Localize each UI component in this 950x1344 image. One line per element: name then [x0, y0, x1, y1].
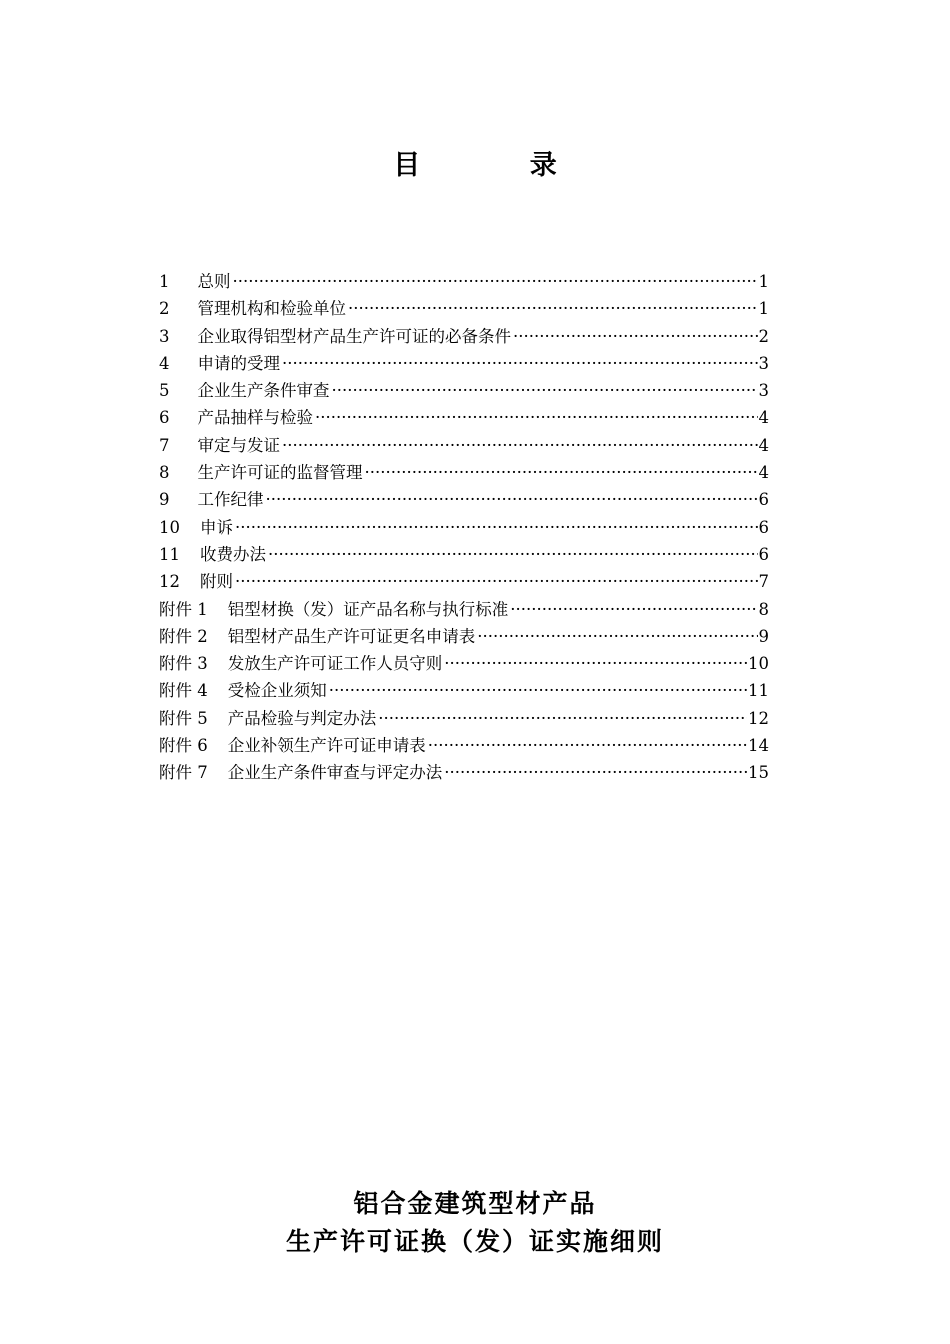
toc-dot-leader — [426, 732, 747, 759]
toc-entry-number: 4 — [159, 353, 170, 373]
toc-entry-page: 9 — [758, 626, 769, 646]
toc-entry-page: 2 — [758, 326, 769, 346]
toc-entry-label: 企业生产条件审查 — [197, 381, 330, 401]
toc-entry[interactable] — [159, 650, 769, 677]
toc-dot-leader — [280, 432, 758, 459]
toc-entry-page: 4 — [758, 408, 769, 428]
document-title-line2: 生产许可证换（发）证实施细则 — [285, 1227, 664, 1256]
toc-dot-leader — [233, 568, 758, 595]
toc-entry[interactable] — [159, 350, 769, 377]
toc-entry-number: 5 — [159, 381, 170, 401]
toc-entry-page: 8 — [758, 599, 769, 619]
toc-dot-leader — [511, 323, 758, 350]
toc-entry-number: 附件 4 — [159, 681, 208, 701]
toc-entry-page: 12 — [748, 708, 769, 728]
toc-entry[interactable] — [159, 268, 769, 295]
toc-entry[interactable] — [159, 404, 769, 431]
toc-entry-page: 4 — [758, 435, 769, 455]
toc-entry-page: 10 — [748, 654, 769, 674]
toc-entry-label: 收费办法 — [200, 544, 266, 564]
toc-entry-page: 14 — [748, 736, 769, 756]
toc-dot-leader — [442, 650, 747, 677]
toc-entry[interactable] — [159, 677, 769, 704]
toc-entry[interactable] — [159, 432, 769, 459]
toc-entry[interactable] — [159, 759, 769, 786]
toc-entry[interactable] — [159, 705, 769, 732]
toc-entry[interactable] — [159, 295, 769, 322]
toc-entry-label: 受检企业须知 — [227, 681, 327, 701]
toc-dot-leader — [376, 705, 747, 732]
toc-entry-number: 2 — [159, 299, 170, 319]
toc-entry-page: 3 — [758, 353, 769, 373]
toc-entry-number: 7 — [159, 435, 170, 455]
toc-entry[interactable] — [159, 514, 769, 541]
toc-entry-page: 6 — [758, 517, 769, 537]
toc-entry-number: 11 — [159, 544, 180, 564]
toc-entry[interactable] — [159, 596, 769, 623]
toc-dot-leader — [231, 268, 758, 295]
toc-entry-number: 附件 7 — [159, 763, 208, 783]
toc-entry-page: 7 — [758, 572, 769, 592]
toc-dot-leader — [233, 514, 758, 541]
toc-entry-number: 附件 2 — [159, 626, 208, 646]
toc-entry[interactable] — [159, 323, 769, 350]
toc-entry-page: 11 — [748, 681, 769, 701]
toc-entry-page: 4 — [758, 463, 769, 483]
toc-entry-label: 企业补领生产许可证申请表 — [227, 736, 426, 756]
toc-list — [159, 268, 769, 787]
toc-entry-page: 1 — [758, 299, 769, 319]
toc-entry-label: 附则 — [200, 572, 233, 592]
toc-dot-leader — [475, 623, 757, 650]
toc-entry-number: 10 — [159, 517, 180, 537]
toc-dot-leader — [346, 295, 758, 322]
toc-entry[interactable] — [159, 459, 769, 486]
toc-entry-page: 15 — [748, 763, 769, 783]
toc-entry[interactable] — [159, 732, 769, 759]
toc-entry-label: 产品抽样与检验 — [197, 408, 313, 428]
toc-entry-label: 企业生产条件审查与评定办法 — [227, 763, 443, 783]
toc-entry-number: 12 — [159, 572, 180, 592]
toc-entry-page: 6 — [758, 490, 769, 510]
toc-entry-number: 9 — [159, 490, 170, 510]
toc-entry-label: 工作纪律 — [197, 490, 264, 510]
toc-entry-label: 铝型材换（发）证产品名称与执行标准 — [227, 599, 509, 619]
toc-dot-leader — [280, 350, 758, 377]
toc-title: 目 录 — [393, 150, 607, 181]
toc-entry-label: 生产许可证的监督管理 — [197, 463, 363, 483]
toc-entry-number: 3 — [159, 326, 170, 346]
toc-entry-number: 8 — [159, 463, 170, 483]
toc-entry-number: 附件 1 — [159, 599, 208, 619]
toc-entry-number: 1 — [159, 272, 170, 291]
toc-dot-leader — [442, 759, 747, 786]
toc-entry-label: 申请的受理 — [197, 353, 280, 373]
toc-dot-leader — [327, 677, 747, 704]
toc-entry[interactable] — [159, 486, 769, 513]
toc-entry[interactable] — [159, 541, 769, 568]
toc-entry-label: 产品检验与判定办法 — [227, 708, 377, 728]
toc-entry-label: 总则 — [197, 272, 231, 291]
toc-dot-leader — [363, 459, 758, 486]
toc-entry-label: 申诉 — [200, 517, 233, 537]
toc-dot-leader — [264, 486, 758, 513]
toc-entry-number: 6 — [159, 408, 170, 428]
toc-entry[interactable] — [159, 377, 769, 404]
toc-dot-leader — [266, 541, 758, 568]
toc-dot-leader — [313, 404, 758, 431]
toc-entry-label: 管理机构和检验单位 — [197, 299, 346, 319]
toc-entry-label: 发放生产许可证工作人员守则 — [227, 654, 443, 674]
toc-entry[interactable] — [159, 568, 769, 595]
toc-entry-number: 附件 6 — [159, 736, 208, 756]
toc-entry-page: 1 — [758, 272, 769, 291]
toc-entry-page: 6 — [758, 544, 769, 564]
toc-dot-leader — [508, 596, 757, 623]
toc-dot-leader — [330, 377, 758, 404]
toc-entry-label: 企业取得铝型材产品生产许可证的必备条件 — [197, 326, 511, 346]
toc-entry-number: 附件 5 — [159, 708, 208, 728]
toc-entry-page: 3 — [758, 381, 769, 401]
document-title-line1: 铝合金建筑型材产品 — [353, 1189, 597, 1218]
toc-entry[interactable] — [159, 623, 769, 650]
toc-entry-label: 铝型材产品生产许可证更名申请表 — [227, 626, 476, 646]
toc-entry-label: 审定与发证 — [197, 435, 280, 455]
toc-entry-number: 附件 3 — [159, 654, 208, 674]
